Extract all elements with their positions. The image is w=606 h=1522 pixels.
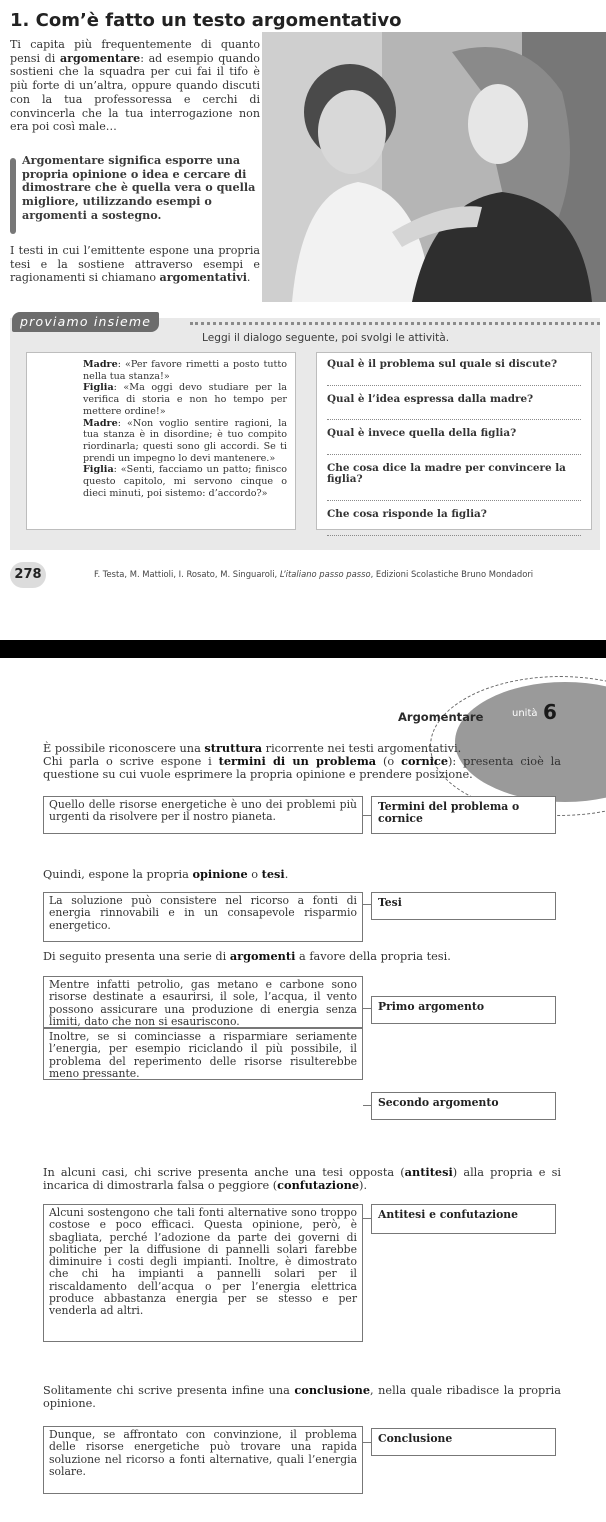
label-argument-1: Primo argomento — [371, 996, 556, 1024]
definition-text: Argomentare significa esporre una propria opinione o idea e cercare di dimostrare che è quella vera o quella migliore, utilizzando esempi o argomenti a sostegno. — [22, 153, 256, 222]
text: In alcuni casi, chi scrive presenta anche una tesi opposta ( — [43, 1166, 405, 1179]
page-number: 278 — [10, 562, 46, 588]
page-separator — [0, 600, 606, 658]
keyword: tesi — [261, 867, 285, 881]
connector — [363, 904, 371, 905]
intro2-keyword: argomentativi — [159, 271, 247, 285]
dialogue-line — [83, 464, 287, 498]
question-item: Che cosa risponde la figlia? — [327, 509, 581, 536]
dialogue-box — [26, 352, 296, 530]
intro-paragraph-2 — [10, 244, 260, 285]
example-frame: Quello delle risorse energetiche è uno dei problemi più urgenti da risolvere per il nostro pianeta. — [43, 796, 363, 834]
activity-label: proviamo insieme — [12, 312, 159, 332]
question-item: Che cosa dice la madre per convincere la figlia? — [327, 463, 581, 501]
text: . — [284, 868, 289, 881]
page-title: 1. Com’è fatto un testo argomentativo — [10, 10, 402, 31]
paragraph-antithesis — [43, 1166, 561, 1192]
paragraph-structure — [43, 742, 561, 781]
speaker: Figlia — [83, 382, 114, 394]
text: , nella quale ribadisce la propria opinione. — [43, 1384, 562, 1410]
activity-instruction: Leggi il dialogo seguente, poi svolgi le attività. — [202, 332, 450, 344]
text: a favore della propria tesi. — [295, 950, 451, 963]
speaker: Madre — [83, 417, 118, 429]
example-antithesis: Alcuni sostengono che tali fonti alternative sono troppo costose e poco efficaci. Questa opinione, però, è sbagliata, perché l’adozione da parte dei governi di politiche per la diffusione di pannelli solari farebbe diminuire i costi degli impianti. Inoltre, è dimostrato che chi ha impianti a pannelli solari per il riscaldamento dell’acqua o per l’energia elettrica produce abbastanza energia per se stesso e per venderla ad altri. — [43, 1204, 363, 1342]
text: ricorrente nei testi argomentativi. — [262, 742, 462, 755]
connector — [363, 1105, 371, 1106]
example-thesis: La soluzione può consistere nel ricorso a fonti di energia rinnovabili e in un consapevole risparmio energetico. — [43, 892, 363, 942]
credit-publisher: , Edizioni Scolastiche Bruno Mondadori — [370, 569, 534, 579]
unit-label: unità — [512, 708, 538, 719]
text: ): presenta cioè la questione su cui vuole esprimere la propria opinione e prendere posizione. — [43, 755, 562, 781]
text: ) alla propria e si incarica di dimostrarla falsa o peggiore ( — [43, 1166, 561, 1192]
credit-line — [94, 569, 533, 579]
unit-number: 6 — [543, 700, 557, 724]
label-thesis: Tesi — [371, 892, 556, 920]
line-text: : «Non voglio sentire ragioni, la tua stanza è in disordine; è tuo compito riordinarla; questi sono gli accordi. Se ti prendi un impegno lo devi mantenere.» — [83, 417, 287, 464]
textbook-page-unit6 — [0, 658, 606, 1522]
text: ). — [359, 1179, 368, 1192]
photo-illustration — [262, 32, 606, 302]
text: (o — [376, 755, 402, 768]
line-text: : «Per favore rimetti a posto tutto nella tua stanza!» — [83, 359, 287, 382]
keyword: termini di un problema — [218, 754, 377, 768]
paragraph-thesis — [43, 868, 561, 881]
example-conclusion: Dunque, se affrontato con convinzione, il problema delle risorse energetiche può trovare una rapida soluzione nel ricorso a fonti alternative, quali l’energia solare. — [43, 1426, 363, 1494]
text: o — [247, 868, 262, 881]
questions-box — [316, 352, 592, 530]
speaker: Madre — [83, 359, 118, 370]
textbook-page-278 — [0, 0, 606, 600]
intro2-text: I testi in cui l’emittente espone una propria tesi e la sostiene attraverso esempi e ragionamenti si chiamano — [10, 244, 260, 285]
keyword: struttura — [204, 741, 263, 755]
text: Solitamente chi scrive presenta infine una — [43, 1384, 295, 1397]
credit-title: L’italiano passo passo — [279, 569, 371, 579]
label-antithesis: Antitesi e confutazione — [371, 1204, 556, 1234]
definition-bar — [10, 158, 16, 234]
paragraph-conclusion — [43, 1384, 561, 1410]
keyword: opinione — [192, 867, 248, 881]
speaker: Figlia — [83, 464, 114, 476]
keyword: cornice — [401, 754, 449, 768]
activity-divider — [190, 322, 600, 325]
question-item: Qual è l’idea espressa dalla madre? — [327, 394, 581, 421]
mother-daughter-photo — [262, 32, 606, 302]
label-frame: Termini del problema o cornice — [371, 796, 556, 834]
dialogue-line — [83, 382, 287, 416]
separator-bar — [0, 640, 606, 658]
line-text: : «Senti, facciamo un patto; finisco questo capitolo, mi servono cinque o dieci minuti, poi sistemo: d’accordo?» — [83, 464, 287, 499]
credit-authors: F. Testa, M. Mattioli, I. Rosato, M. Singuaroli, — [94, 569, 280, 579]
dialogue-line — [83, 418, 287, 464]
keyword: antitesi — [404, 1165, 453, 1179]
keyword: conclusione — [294, 1383, 371, 1397]
connector — [363, 1442, 371, 1443]
line-text: : «Ma oggi devo studiare per la verifica di storia e non ho tempo per mettere ordine!» — [83, 382, 287, 417]
intro-keyword: argomentare — [59, 51, 141, 65]
example-argument-2: Inoltre, se si cominciasse a risparmiare seriamente l’energia, per esempio riciclando il più possibile, il problema del reperimento delle risorse risulterebbe meno pressante. — [43, 1028, 363, 1080]
intro-text: Ti capita più frequentemente di quanto pensi di — [10, 38, 260, 65]
section-name: Argomentare — [398, 710, 484, 724]
example-argument-1: Mentre infatti petrolio, gas metano e carbone sono risorse destinate a esaurirsi, il sole, l’acqua, il vento possono assicurare una produzione di energia senza limiti, dato che non si esauriscono. — [43, 976, 363, 1028]
intro-text-cont: : ad esempio quando sostieni che la squadra per cui fai il tifo è più forte di un’altra, oppure quando discuti con la tua professoressa e cerchi di convincerla che la tua interrogazione non era poi così male… — [10, 51, 260, 134]
text: Quindi, espone la propria — [43, 868, 193, 881]
question-item: Qual è il problema sul quale si discute? — [327, 359, 581, 386]
question-item: Qual è invece quella della figlia? — [327, 428, 581, 455]
intro-paragraph — [10, 38, 260, 134]
connector — [363, 1008, 371, 1009]
connector — [363, 1218, 371, 1219]
paragraph-arguments — [43, 950, 561, 963]
dialogue-line — [83, 359, 287, 382]
label-conclusion: Conclusione — [371, 1428, 556, 1456]
intro2-end: . — [246, 271, 251, 285]
keyword: confutazione — [277, 1178, 360, 1192]
keyword: argomenti — [229, 949, 296, 963]
label-argument-2: Secondo argomento — [371, 1092, 556, 1120]
connector — [363, 815, 371, 816]
text: Chi parla o scrive espone i — [43, 755, 219, 768]
text: Di seguito presenta una serie di — [43, 950, 230, 963]
text: È possibile riconoscere una — [43, 742, 205, 755]
